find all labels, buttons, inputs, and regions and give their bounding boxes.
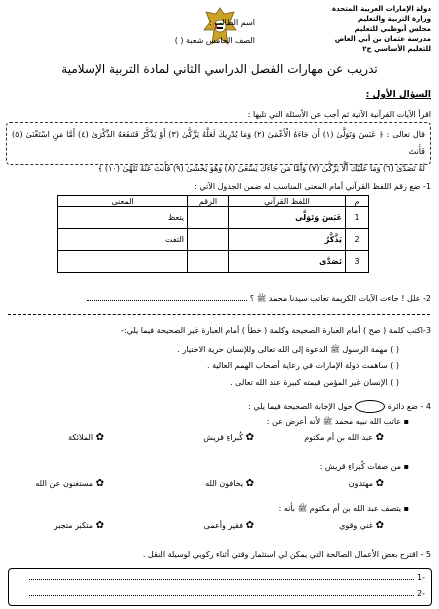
header-line: دولة الإمارات العربية المتحدة	[331, 5, 431, 13]
student-info	[115, 14, 255, 50]
mcq-option[interactable]: ✿ مهتدون	[348, 478, 384, 489]
page-title: تدريب عن مهارات الفصل الدراسي الثاني لمادة التربية الإسلامية	[61, 62, 378, 76]
mcq-option[interactable]: ✿ غني وقوي	[339, 520, 384, 531]
question-2-text: 2- علل ! جاءت الآيات الكريمة تعاتب سيدنا محمد ﷺ ؟	[249, 294, 431, 303]
table-row	[58, 207, 369, 229]
answer-paren[interactable]: ( )	[390, 378, 399, 387]
circle-shape-icon	[355, 400, 385, 413]
question-3: 3-اكتب كلمة ( صح ) أمام العبارة الصحيحة وكلمة ( خطأ ) أمام العبارة غير الصحيحة فيما يلي:-	[121, 326, 431, 335]
instruction-text: اقرأ الآيات القرآنية الآتية ثم أجب عن الأسئلة التي تليها :	[247, 110, 431, 119]
answer-line-number: -2	[417, 589, 425, 598]
table-header-row	[58, 196, 369, 207]
header-line: مدرسة عثمان بن أبي العاص للتعليم الأساسي ح٢	[334, 35, 431, 53]
verse-line: قال تعالى : ﴿ عَبَسَ وَتَوَلَّىٰ (١) أَن جَاءَهُ الْأَعْمَىٰ (٢) وَمَا يُدْرِيكَ لَعَلَّهُ يَزَّكَّىٰ (٣) أَوْ يَذَّكَّرُ فَتَنفَعَهُ الذِّكْرَىٰ (٤) أَمَّا مَنِ اسْتَغْنَىٰ (٥) فَأَنتَ	[12, 130, 426, 156]
answer-paren[interactable]: ( )	[390, 361, 399, 370]
class-label: الصف الخامس شعبة ( )	[174, 36, 255, 45]
mcq-option[interactable]: ✿ مستغنون عن الله	[35, 478, 104, 489]
question-2	[11, 293, 431, 305]
flower-bullet-icon: ✿	[245, 520, 254, 531]
col-meaning: المعنى	[58, 196, 188, 207]
cell-word: يَذَّكَّرُ	[229, 229, 346, 251]
answer-line[interactable]	[29, 595, 414, 596]
cell-meaning: التفت	[58, 229, 188, 251]
answer-paren[interactable]: ( )	[390, 345, 399, 354]
cell-word: تَصَدَّى	[229, 251, 346, 273]
flower-bullet-icon: ✿	[95, 478, 104, 489]
mcq-option[interactable]: ✿ عبد الله بن أم مكتوم	[304, 432, 384, 443]
answer-line-row	[15, 589, 425, 598]
cell-answer[interactable]	[188, 207, 229, 229]
mcq-option[interactable]: ✿ الملائكة	[68, 432, 104, 443]
header-line: مجلس أبوظبي للتعليم	[354, 25, 431, 33]
question-4-text-a: 4 - ضع دائرة	[387, 402, 431, 411]
flower-bullet-icon: ✿	[375, 432, 384, 443]
answer-box	[8, 568, 432, 606]
question-4	[248, 400, 431, 413]
mcq-stem: ▪ من صفات كُبراءِ قريش :	[319, 462, 409, 471]
tf-item	[39, 361, 399, 370]
cell-word: عَبَسَ وَتَوَلَّى	[229, 207, 346, 229]
tf-statement: الإنسان غير المؤمن قيمته كبيرة عند الله تعالى .	[230, 378, 388, 387]
student-name-label: اسم الطالب :	[209, 18, 255, 27]
cell-num: 3	[346, 251, 369, 273]
tf-statement: مهمة الرسول ﷺ الدعوة إلى الله تعالى وللإنسان حرية الاختيار .	[177, 345, 388, 354]
answer-line-row	[15, 573, 425, 582]
tf-item	[39, 344, 399, 356]
mcq-stem: ▪ عاتب الله نبيه محمد ﷺ لأنه أعرض عن :	[266, 417, 409, 426]
mcq-option[interactable]: ✿ متكبر متجبر	[53, 520, 104, 531]
tf-statement: ساهمت دولة الإمارات في رعاية أصحاب الهمم العالية .	[207, 361, 388, 370]
flower-bullet-icon: ✿	[95, 520, 104, 531]
col-no: الرقم	[188, 196, 229, 207]
cell-answer[interactable]	[188, 251, 229, 273]
quran-verses-box	[6, 122, 431, 173]
mcq-option[interactable]: ✿ كُبراءِ قريش	[203, 432, 254, 443]
mcq-stem: ▪ يتصف عبد الله بن أم مكتوم ﷺ بأنه :	[278, 504, 409, 513]
question-5: 5 - اقترح بعض الأعمال الصالحة التي يمكن لي استثمار وقتي أثناء ركوبي لوسيلة النقل .	[142, 550, 431, 559]
flower-bullet-icon: ✿	[375, 520, 384, 531]
divider	[8, 314, 430, 315]
header-line: وزارة التربية والتعليم	[357, 15, 431, 23]
answer-line[interactable]	[87, 300, 247, 301]
table-row	[58, 251, 369, 273]
flower-bullet-icon: ✿	[375, 478, 384, 489]
section-heading: السؤال الأول :	[365, 90, 431, 100]
cell-num: 2	[346, 229, 369, 251]
question-4-text-b: حول الإجابة الصحيحة فيما يلي :	[248, 402, 353, 411]
cell-meaning	[58, 251, 188, 273]
cell-meaning: يتعظ	[58, 207, 188, 229]
flower-bullet-icon: ✿	[245, 432, 254, 443]
question-1: 1- ضع رقم اللفظ القرآني أمام المعنى المناسب له ضمن الجدول الآتي :	[194, 182, 431, 191]
table-row	[58, 229, 369, 251]
answer-line[interactable]	[29, 579, 414, 580]
flower-bullet-icon: ✿	[95, 432, 104, 443]
flower-bullet-icon: ✿	[245, 478, 254, 489]
verse-line: لَهُ تَصَدَّىٰ (٦) وَمَا عَلَيْكَ أَلَّا يَزَّكَّىٰ (٧) وَأَمَّا مَن جَاءَكَ يَسْعَىٰ (٨) وَهُوَ يَخْشَىٰ (٩) فَأَنتَ عَنْهُ تَلَهَّىٰ (١٠) ﴾	[97, 164, 425, 173]
col-num: م	[346, 196, 369, 207]
answer-line-number: -1	[417, 573, 425, 582]
matching-table	[57, 195, 369, 273]
cell-answer[interactable]	[188, 229, 229, 251]
mcq-option[interactable]: ✿ يخافون الله	[205, 478, 254, 489]
school-header	[321, 4, 431, 54]
mcq-option[interactable]: ✿ فقير وأعمى	[203, 520, 254, 531]
tf-item	[39, 378, 399, 387]
cell-num: 1	[346, 207, 369, 229]
col-word: اللفظ القرآني	[229, 196, 346, 207]
